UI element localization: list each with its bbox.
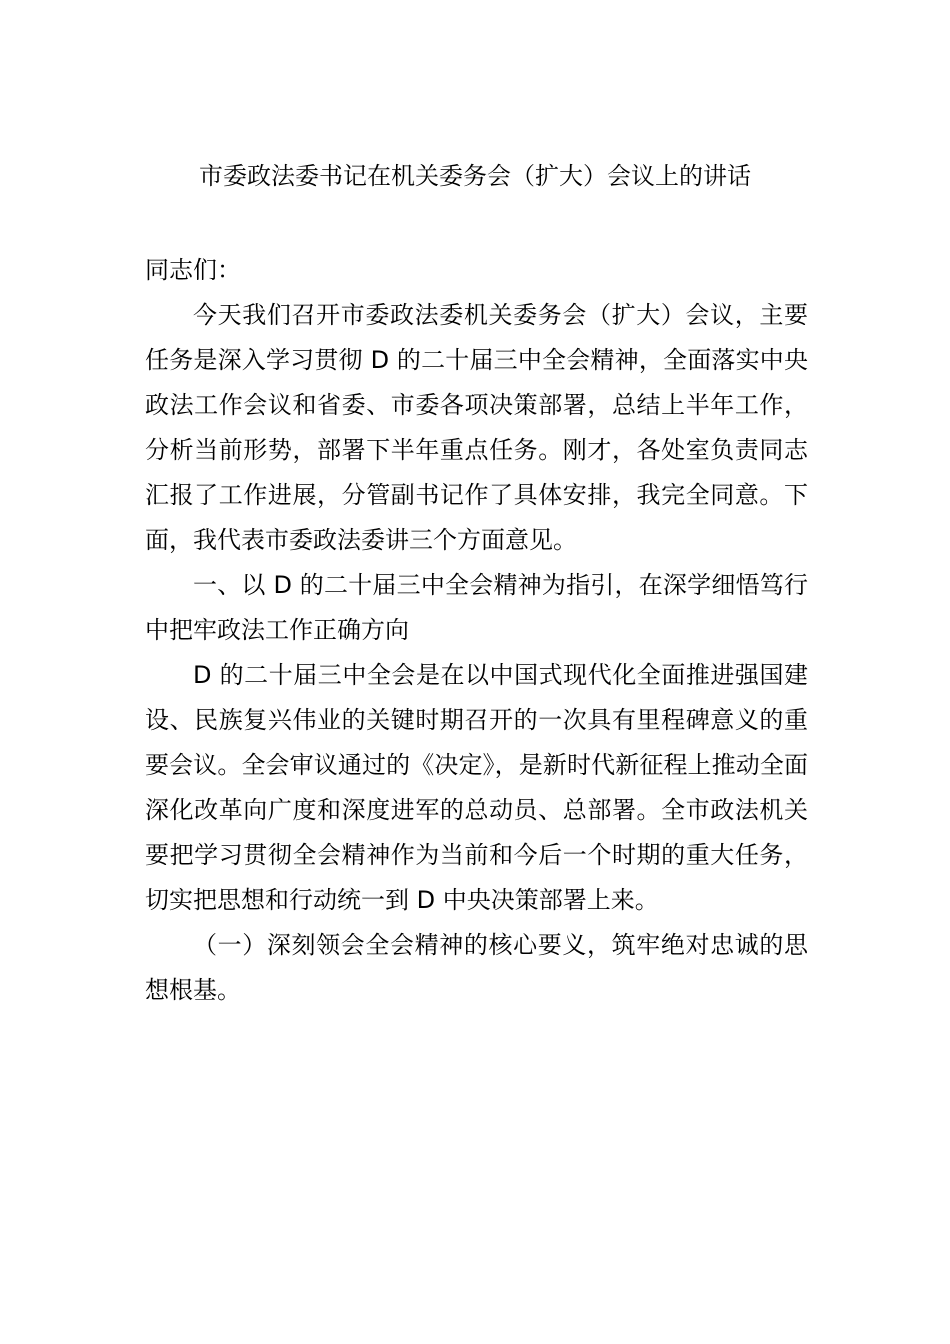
section-heading-1: 一、以 D 的二十届三中全会精神为指引，在深学细悟笃行中把牢政法工作正确方向 xyxy=(145,571,808,644)
paragraph-section-1: D 的二十届三中全会是在以中国式现代化全面推进强国建设、民族复兴伟业的关键时期召开的一次具有里程碑意义的重要会议。全会审议通过的《决定》，是新时代新征程上推动全面深化改革向广度和深度进军的总动员、总部署。全市政法机关要把学习贯彻全会精神作为当前和今后一个时期的重大任务，切实把思想和行动统一到 D 中央决策部署上来。 xyxy=(145,661,808,914)
salutation: 同志们： xyxy=(145,256,241,284)
document-body xyxy=(145,248,808,1013)
document-title: 市委政法委书记在机关委务会（扩大）会议上的讲话 xyxy=(199,162,751,190)
subsection-heading-1: （一）深刻领会全会精神的核心要义，筑牢绝对忠诚的思想根基。 xyxy=(145,931,808,1004)
paragraph-opening: 今天我们召开市委政法委机关委务会（扩大）会议，主要任务是深入学习贯彻 D 的二十届三中全会精神，全面落实中央政法工作会议和省委、市委各项决策部署，总结上半年工作，分析当前形势，部署下半年重点任务。刚才，各处室负责同志汇报了工作进展，分管副书记作了具体安排，我完全同意。下面，我代表市委政法委讲三个方面意见。 xyxy=(145,301,808,554)
